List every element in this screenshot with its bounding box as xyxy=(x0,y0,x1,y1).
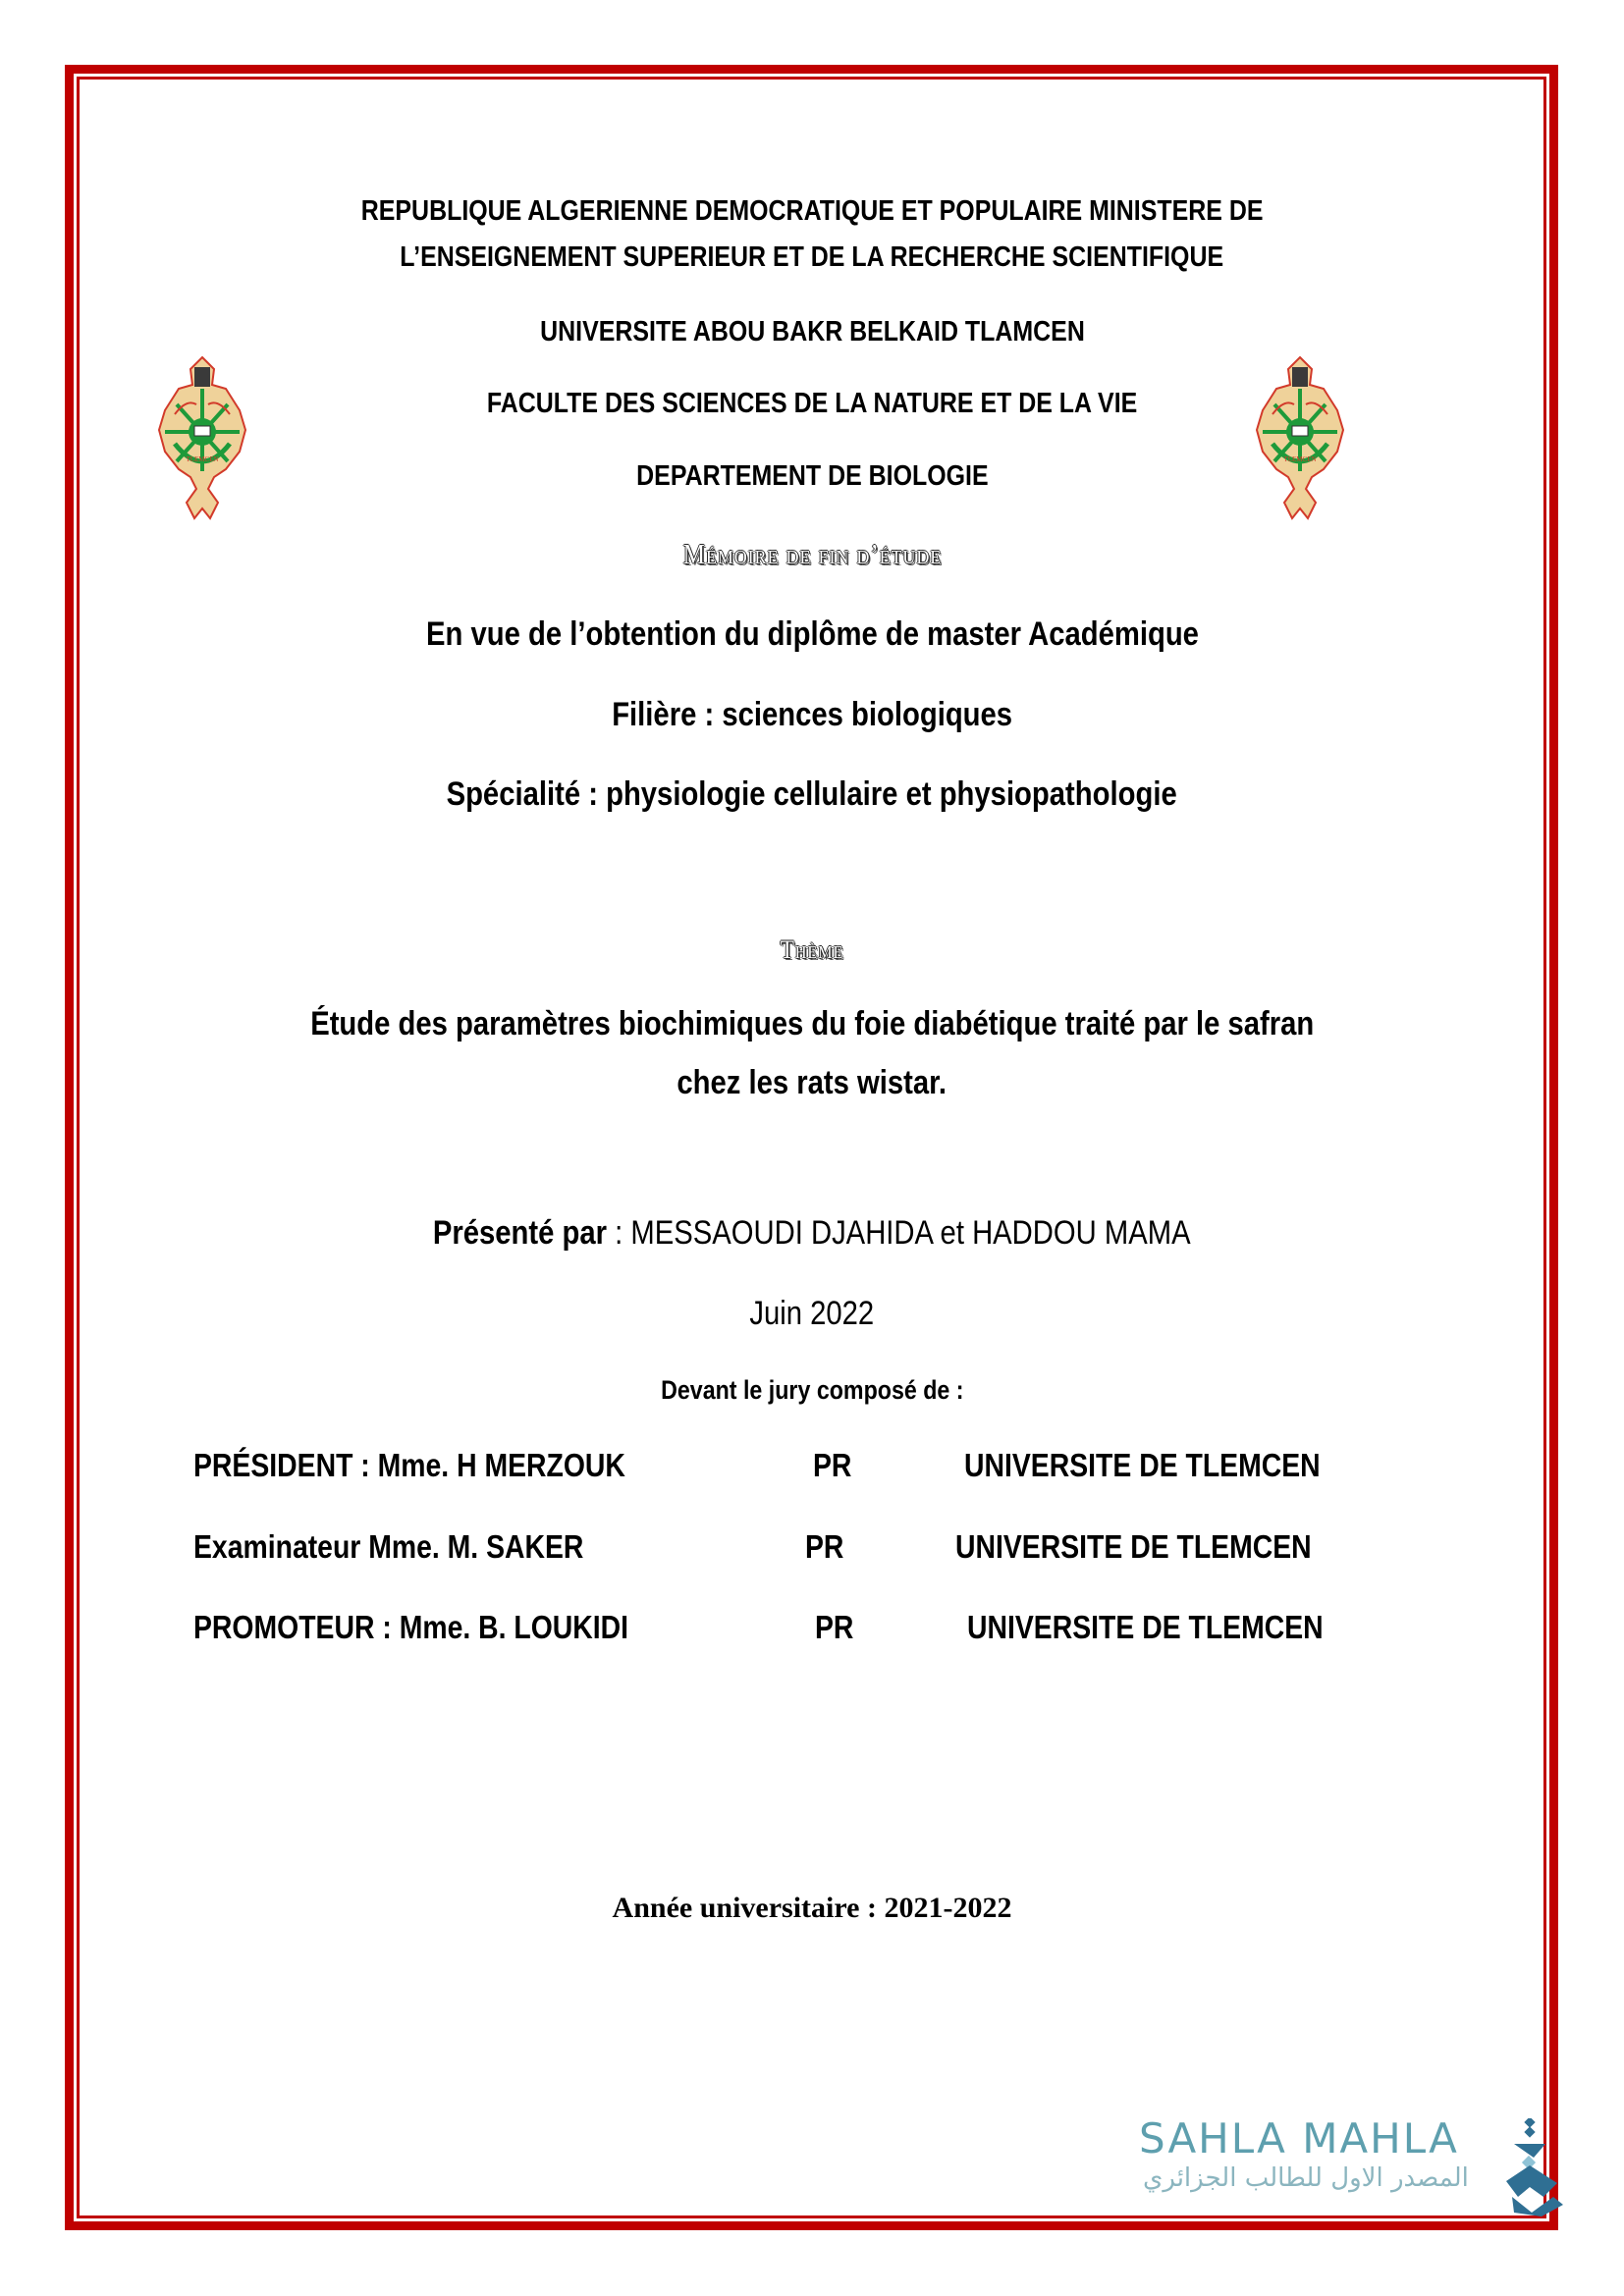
university-name: UNIVERSITE ABOU BAKR BELKAID TLAMCEN xyxy=(539,316,1085,347)
filiere-line: Filière : sciences biologiques xyxy=(612,696,1012,733)
jury-intro: Devant le jury composé de : xyxy=(660,1375,964,1405)
jury-member-institution: UNIVERSITE DE TLEMCEN xyxy=(967,1609,1324,1645)
presented-by-label: Présenté par xyxy=(433,1214,608,1252)
jury-member-grade: PR xyxy=(813,1447,852,1483)
diploma-line: En vue de l’obtention du diplôme de master Académique xyxy=(425,615,1199,653)
svg-text:TLEMCEN: TLEMCEN xyxy=(186,455,219,463)
watermark-subtitle: المصدر الاول للطالب الجزائري xyxy=(1143,2163,1469,2193)
theme-label: Thème xyxy=(780,935,844,964)
presented-by-separator: : xyxy=(607,1214,631,1252)
header-ministry-line: L’ENSEIGNEMENT SUPERIEUR ET DE LA RECHERCHE SCIENTIFIQUE xyxy=(400,241,1224,273)
theme-title-line1: Étude des paramètres biochimiques du foie diabétique traité par le safran xyxy=(309,1005,1315,1042)
department-name: DEPARTEMENT DE BIOLOGIE xyxy=(635,460,989,492)
header-republic-line: REPUBLIQUE ALGERIENNE DEMOCRATIQUE ET POPULAIRE MINISTERE DE xyxy=(360,195,1264,227)
specialite-line: Spécialité : physiologie cellulaire et physiopathologie xyxy=(446,775,1178,813)
university-logo-right xyxy=(1255,355,1345,527)
university-emblem-icon xyxy=(157,355,247,522)
jury-member-grade: PR xyxy=(815,1609,854,1645)
jury-member-name: PROMOTEUR : Mme. B. LOUKIDI xyxy=(193,1609,629,1645)
faculty-name: FACULTE DES SCIENCES DE LA NATURE ET DE LA VIE xyxy=(486,388,1138,419)
jury-row-examinateur xyxy=(0,1528,1624,1572)
university-logo-left xyxy=(157,355,247,527)
jury-member-institution: UNIVERSITE DE TLEMCEN xyxy=(955,1528,1312,1565)
jury-row-president xyxy=(0,1447,1624,1490)
presentation-date: Juin 2022 xyxy=(749,1295,875,1332)
sahla-mahla-watermark xyxy=(1129,2109,1581,2226)
academic-year: Année universitaire : 2021-2022 xyxy=(612,1892,1012,1924)
watermark-title: SAHLA MAHLA xyxy=(1139,2114,1459,2163)
jury-member-institution: UNIVERSITE DE TLEMCEN xyxy=(964,1447,1321,1483)
svg-text:TLEMCEN: TLEMCEN xyxy=(1283,455,1317,463)
authors: MESSAOUDI DJAHIDA et HADDOU MAMA xyxy=(630,1214,1191,1252)
university-emblem-icon xyxy=(1255,355,1345,522)
memoire-label: Mémoire de fin d’étude xyxy=(682,540,942,570)
sahla-mahla-calligraphy-icon xyxy=(1504,2118,1565,2216)
theme-title-line2: chez les rats wistar. xyxy=(677,1064,947,1101)
presented-by-line xyxy=(0,1214,1624,1253)
jury-member-name: PRÉSIDENT : Mme. H MERZOUK xyxy=(193,1447,625,1483)
jury-member-grade: PR xyxy=(805,1528,844,1565)
jury-row-promoteur xyxy=(0,1609,1624,1652)
jury-member-name: Examinateur Mme. M. SAKER xyxy=(193,1528,584,1565)
